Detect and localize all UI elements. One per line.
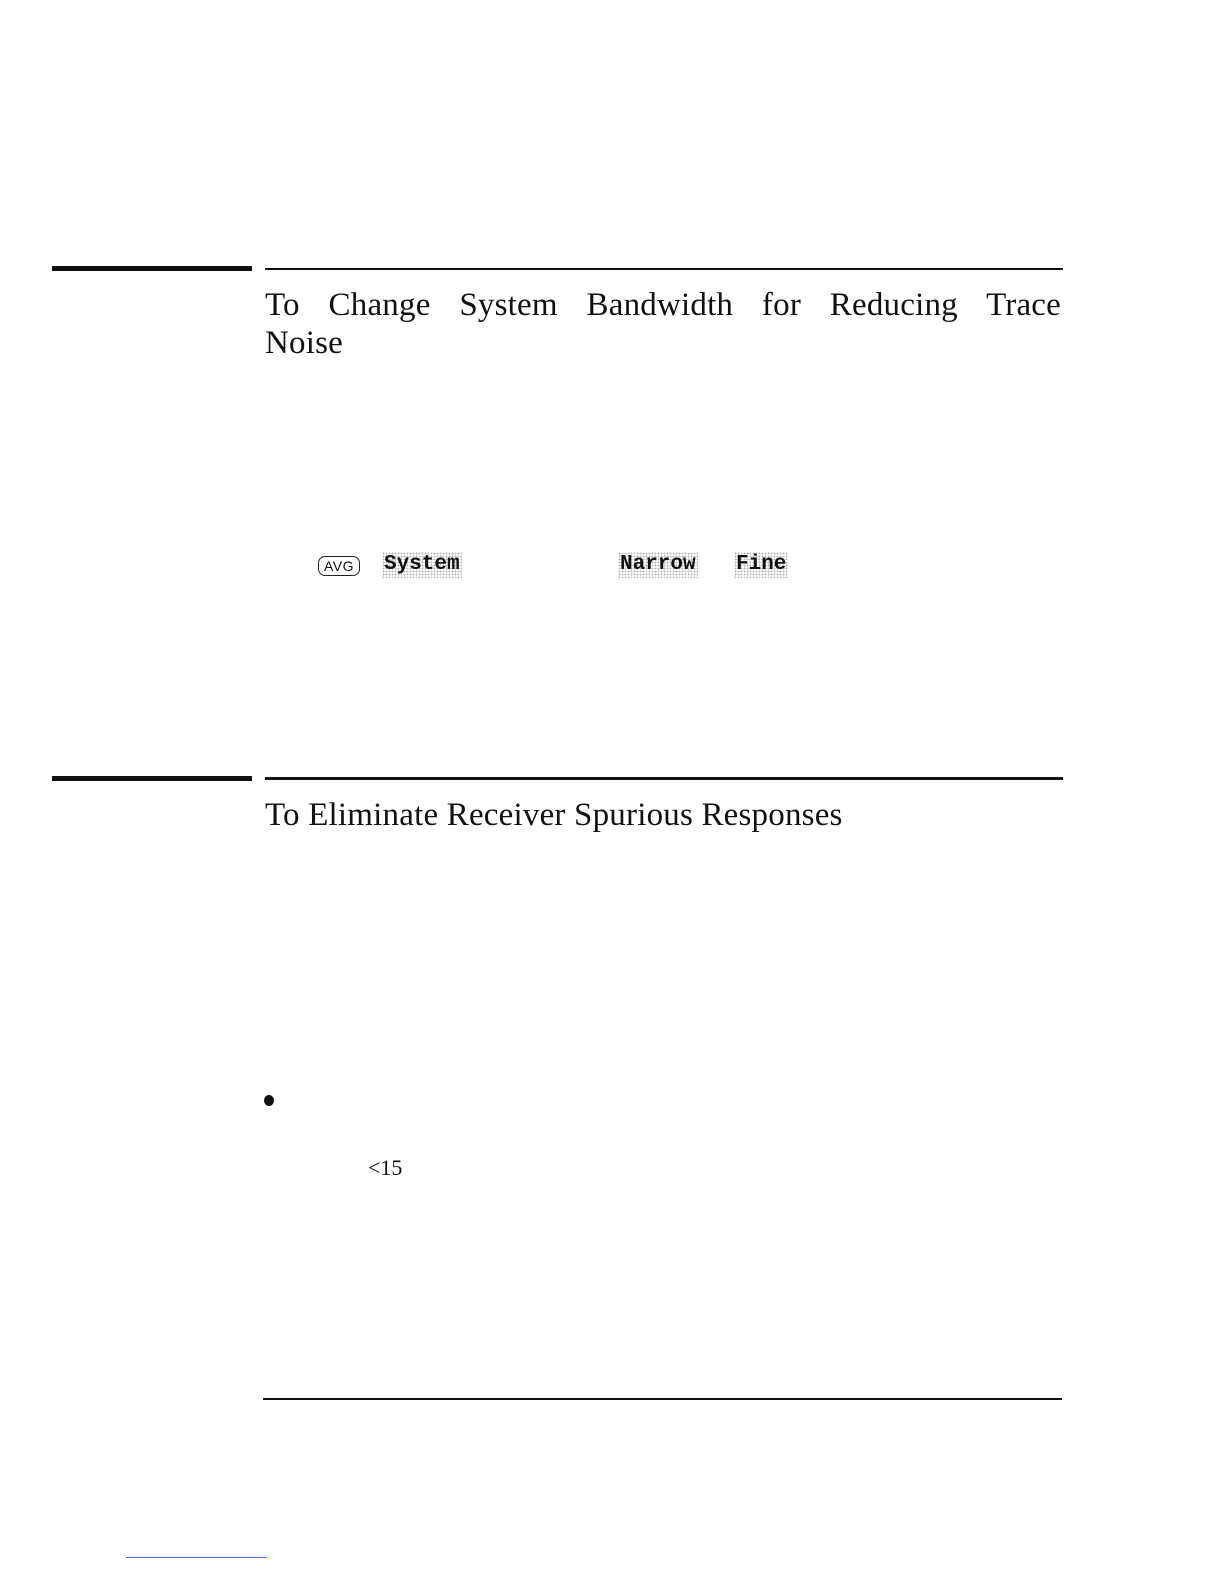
spur-level-value: <15 bbox=[368, 1155, 403, 1180]
section-rule-left bbox=[52, 776, 252, 781]
footer-rule bbox=[263, 1398, 1062, 1400]
section-heading-eliminate-spurious: To Eliminate Receiver Spurious Responses bbox=[265, 797, 843, 833]
section-heading-change-bandwidth: To Change System Bandwidth for Reducing Trace Noise bbox=[265, 287, 1061, 361]
key-sequence bbox=[318, 552, 918, 578]
section-rule-right bbox=[265, 777, 1063, 780]
fine-softkey: Fine bbox=[736, 553, 787, 576]
section-rule-left bbox=[52, 266, 252, 271]
narrow-softkey: Narrow bbox=[620, 553, 696, 576]
section-rule-right bbox=[265, 268, 1063, 270]
avg-hardkey: AVG bbox=[318, 556, 360, 576]
system-softkey: System bbox=[384, 553, 460, 576]
bullet-icon bbox=[264, 1095, 274, 1106]
link-underline bbox=[126, 1557, 267, 1558]
